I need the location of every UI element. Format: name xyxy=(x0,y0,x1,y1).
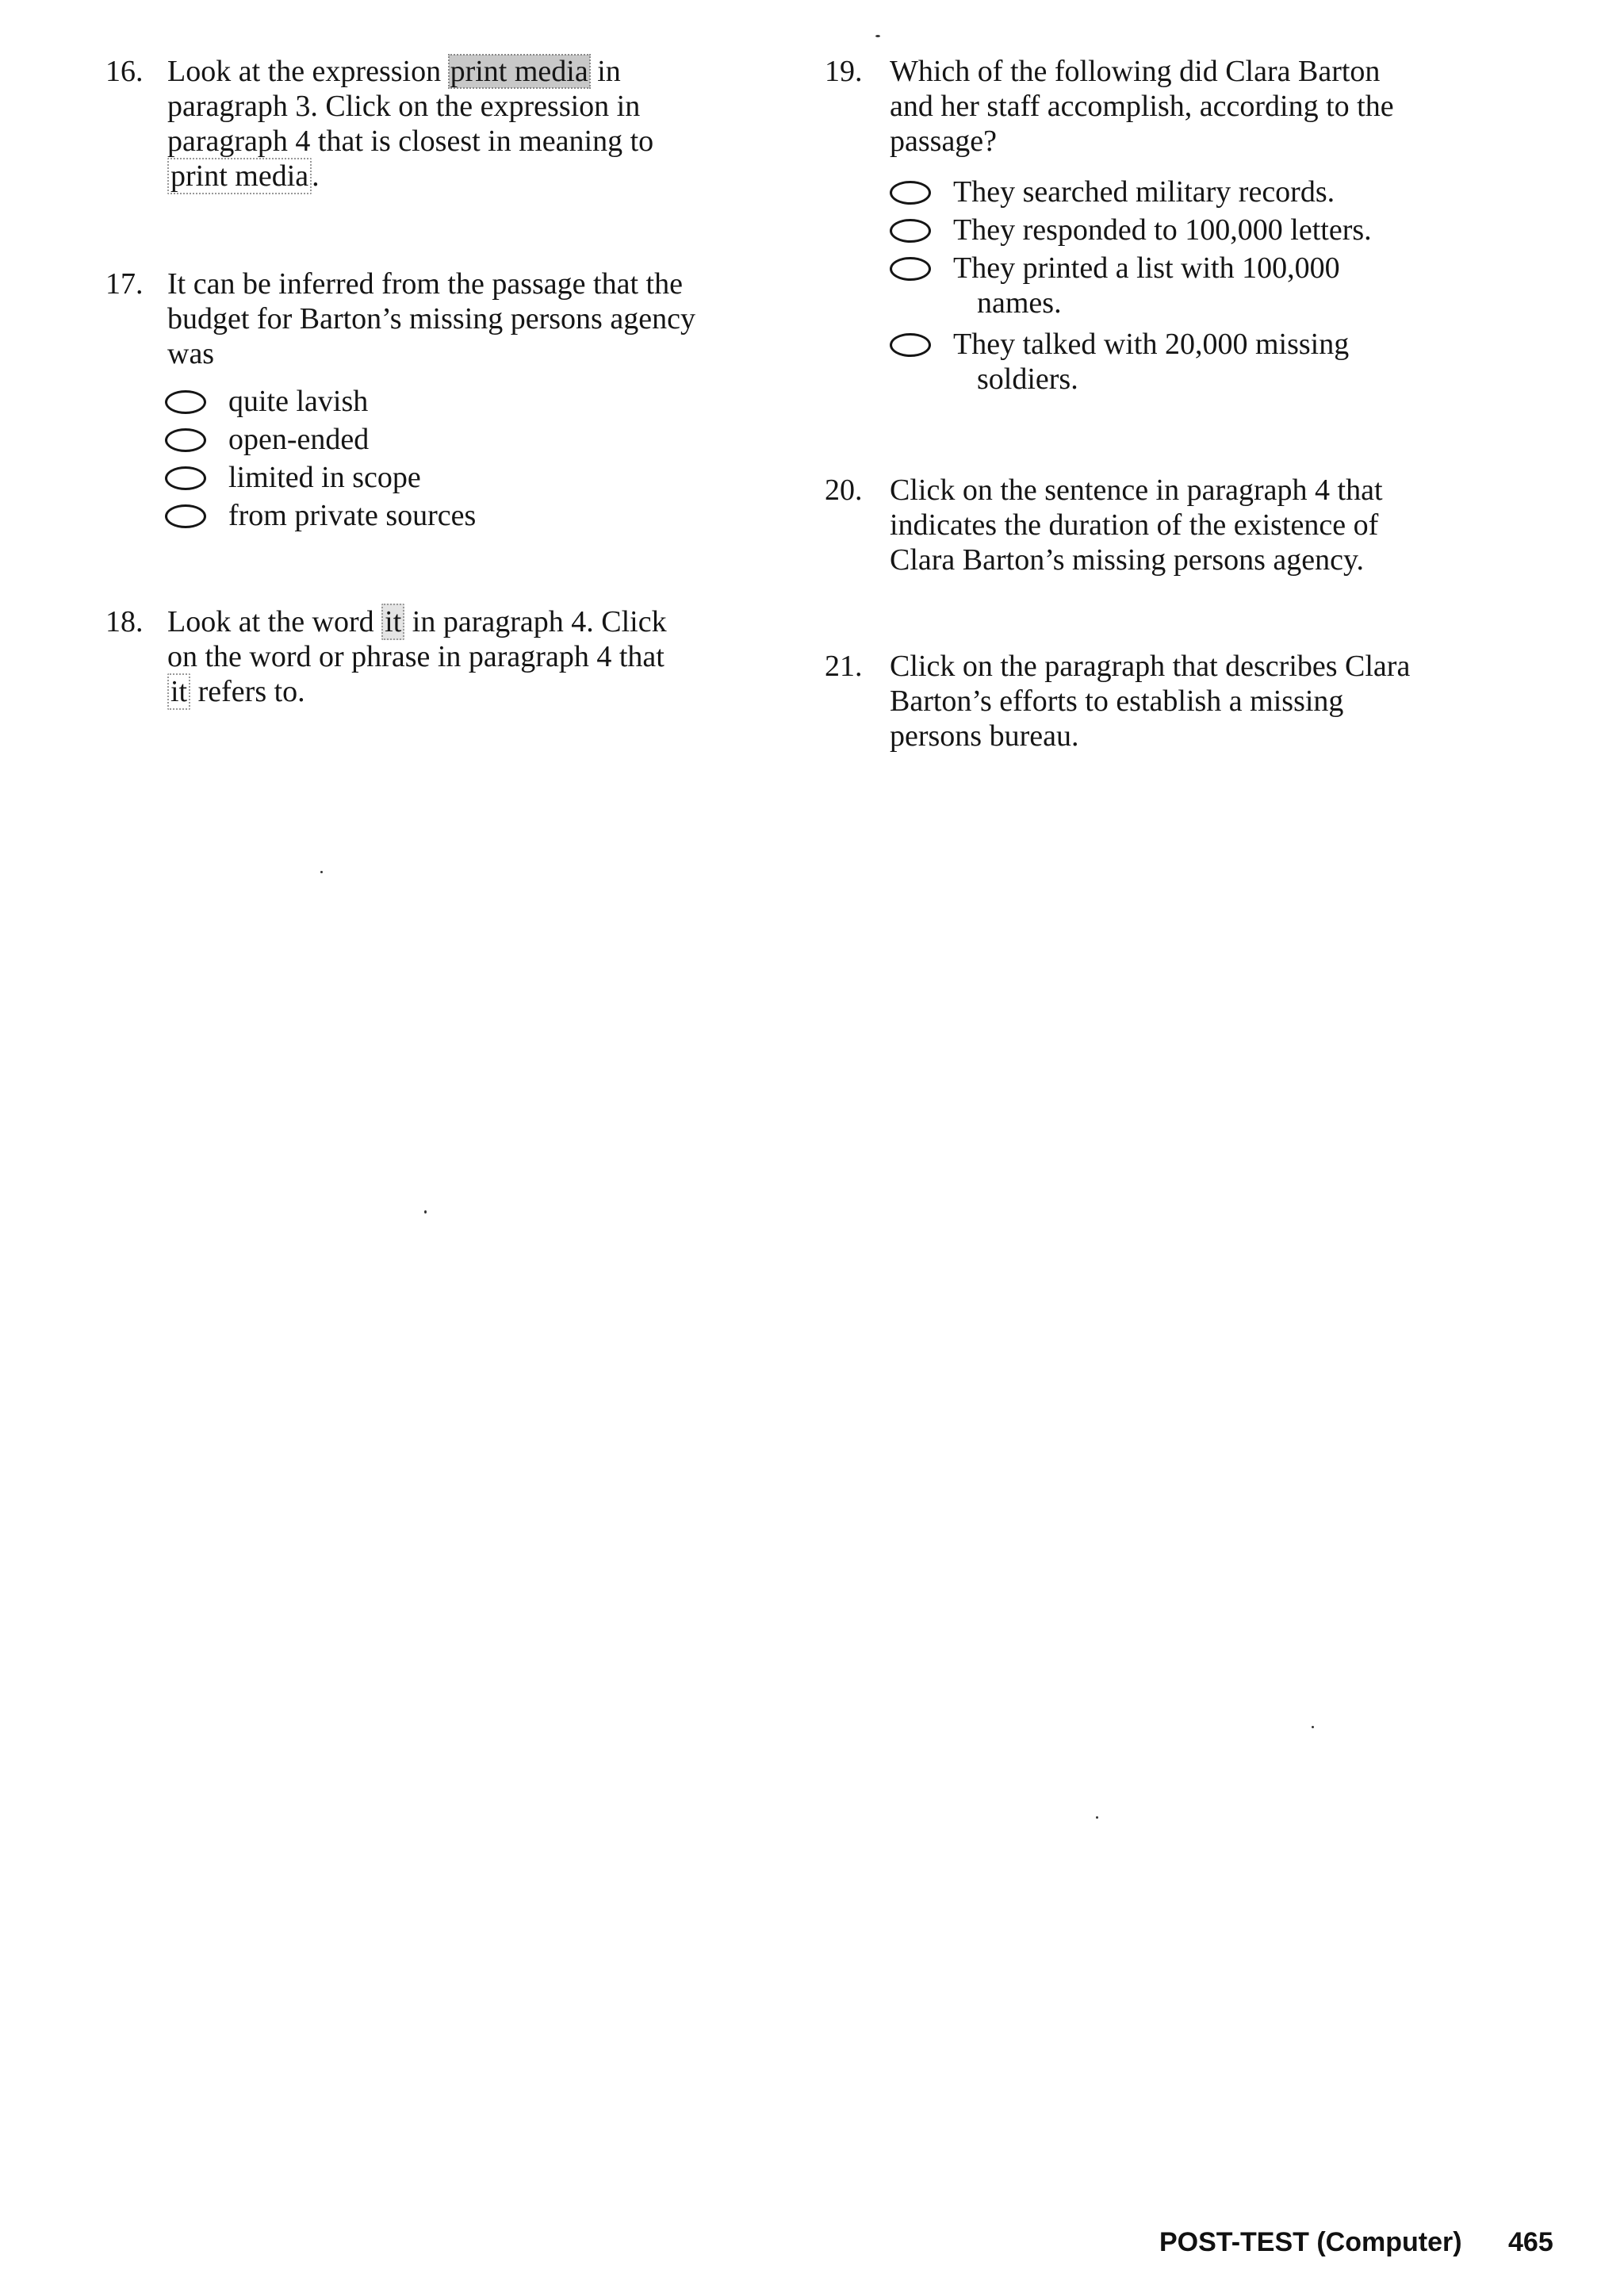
answer-option[interactable] xyxy=(890,251,1524,327)
scan-speck xyxy=(424,1210,427,1214)
radio-oval[interactable] xyxy=(890,181,931,205)
question-line: indicates the duration of the existence of xyxy=(890,508,1379,542)
question-19 xyxy=(825,54,1538,419)
answer-option[interactable] xyxy=(165,498,720,536)
scan-speck xyxy=(320,871,323,873)
option-label: They responded to 100,000 letters. xyxy=(953,213,1372,247)
question-line: was xyxy=(167,337,215,370)
scan-speck xyxy=(875,35,880,37)
question-line: Click on the sentence in paragraph 4 that xyxy=(890,474,1383,507)
question-text: in paragraph 4. Click xyxy=(412,605,667,638)
option-label: limited in scope xyxy=(228,461,421,494)
answer-option[interactable] xyxy=(890,174,1524,213)
page-number: 465 xyxy=(1508,2227,1553,2257)
footer-label: POST-TEST (Computer) xyxy=(1159,2227,1462,2257)
radio-oval[interactable] xyxy=(890,257,931,281)
question-line xyxy=(167,674,667,709)
radio-oval[interactable] xyxy=(165,504,206,528)
question-text: in xyxy=(597,55,621,88)
question-17 xyxy=(105,266,772,544)
question-number: 17. xyxy=(105,267,144,301)
option-label: They talked with 20,000 missing xyxy=(953,328,1350,361)
scan-speck xyxy=(1312,1726,1314,1728)
highlighted-expression[interactable]: print media xyxy=(450,55,588,88)
question-line: Which of the following did Clara Barton xyxy=(890,55,1381,88)
answer-options xyxy=(165,384,720,536)
question-text: Look at the word xyxy=(167,605,374,638)
question-number: 19. xyxy=(825,55,863,88)
answer-option[interactable] xyxy=(890,213,1524,251)
question-line: persons bureau. xyxy=(890,719,1079,753)
highlighted-word[interactable]: it xyxy=(167,673,190,710)
question-line xyxy=(167,604,667,639)
option-label: quite lavish xyxy=(228,385,369,418)
question-number: 20. xyxy=(825,474,863,507)
question-number: 21. xyxy=(825,650,863,683)
question-21 xyxy=(825,649,1538,760)
option-label: from private sources xyxy=(228,499,477,532)
answer-option[interactable] xyxy=(165,422,720,460)
scan-speck xyxy=(1096,1816,1098,1819)
answer-option[interactable] xyxy=(890,327,1524,403)
radio-oval[interactable] xyxy=(165,390,206,414)
option-label: They searched military records. xyxy=(953,175,1335,209)
radio-oval[interactable] xyxy=(890,219,931,243)
question-number: 16. xyxy=(105,55,144,88)
question-line: paragraph 4 that is closest in meaning to xyxy=(167,125,654,158)
question-line: Clara Barton’s missing persons agency. xyxy=(890,543,1365,577)
highlighted-expression[interactable]: print media xyxy=(167,158,312,194)
option-label-continued: names. xyxy=(977,286,1062,320)
radio-oval[interactable] xyxy=(165,428,206,452)
answer-option[interactable] xyxy=(165,384,720,422)
question-line: paragraph 3. Click on the expression in xyxy=(167,90,641,123)
option-label-continued: soldiers. xyxy=(977,362,1078,396)
highlighted-word[interactable]: it xyxy=(381,604,404,640)
question-line: Click on the paragraph that describes Clara xyxy=(890,650,1411,683)
radio-oval[interactable] xyxy=(890,333,931,357)
option-label: open-ended xyxy=(228,423,370,456)
question-line xyxy=(167,159,653,194)
question-line: budget for Barton’s missing persons agency xyxy=(167,302,695,335)
question-text: . xyxy=(312,159,320,193)
question-line: It can be inferred from the passage that the xyxy=(167,267,683,301)
question-20 xyxy=(825,473,1538,584)
question-line: on the word or phrase in paragraph 4 that xyxy=(167,640,665,673)
radio-oval[interactable] xyxy=(165,466,206,490)
question-number: 18. xyxy=(105,605,144,638)
answer-option[interactable] xyxy=(165,460,720,498)
question-line: Barton’s efforts to establish a missing xyxy=(890,684,1344,718)
question-line xyxy=(167,54,653,89)
question-line: and her staff accomplish, according to the xyxy=(890,90,1394,123)
answer-options xyxy=(890,174,1524,403)
question-line: passage? xyxy=(890,125,998,158)
option-label: They printed a list with 100,000 xyxy=(953,251,1340,285)
question-text: refers to. xyxy=(197,675,305,708)
question-16 xyxy=(105,54,756,205)
question-18 xyxy=(105,604,756,715)
question-text: Look at the expression xyxy=(167,55,442,88)
